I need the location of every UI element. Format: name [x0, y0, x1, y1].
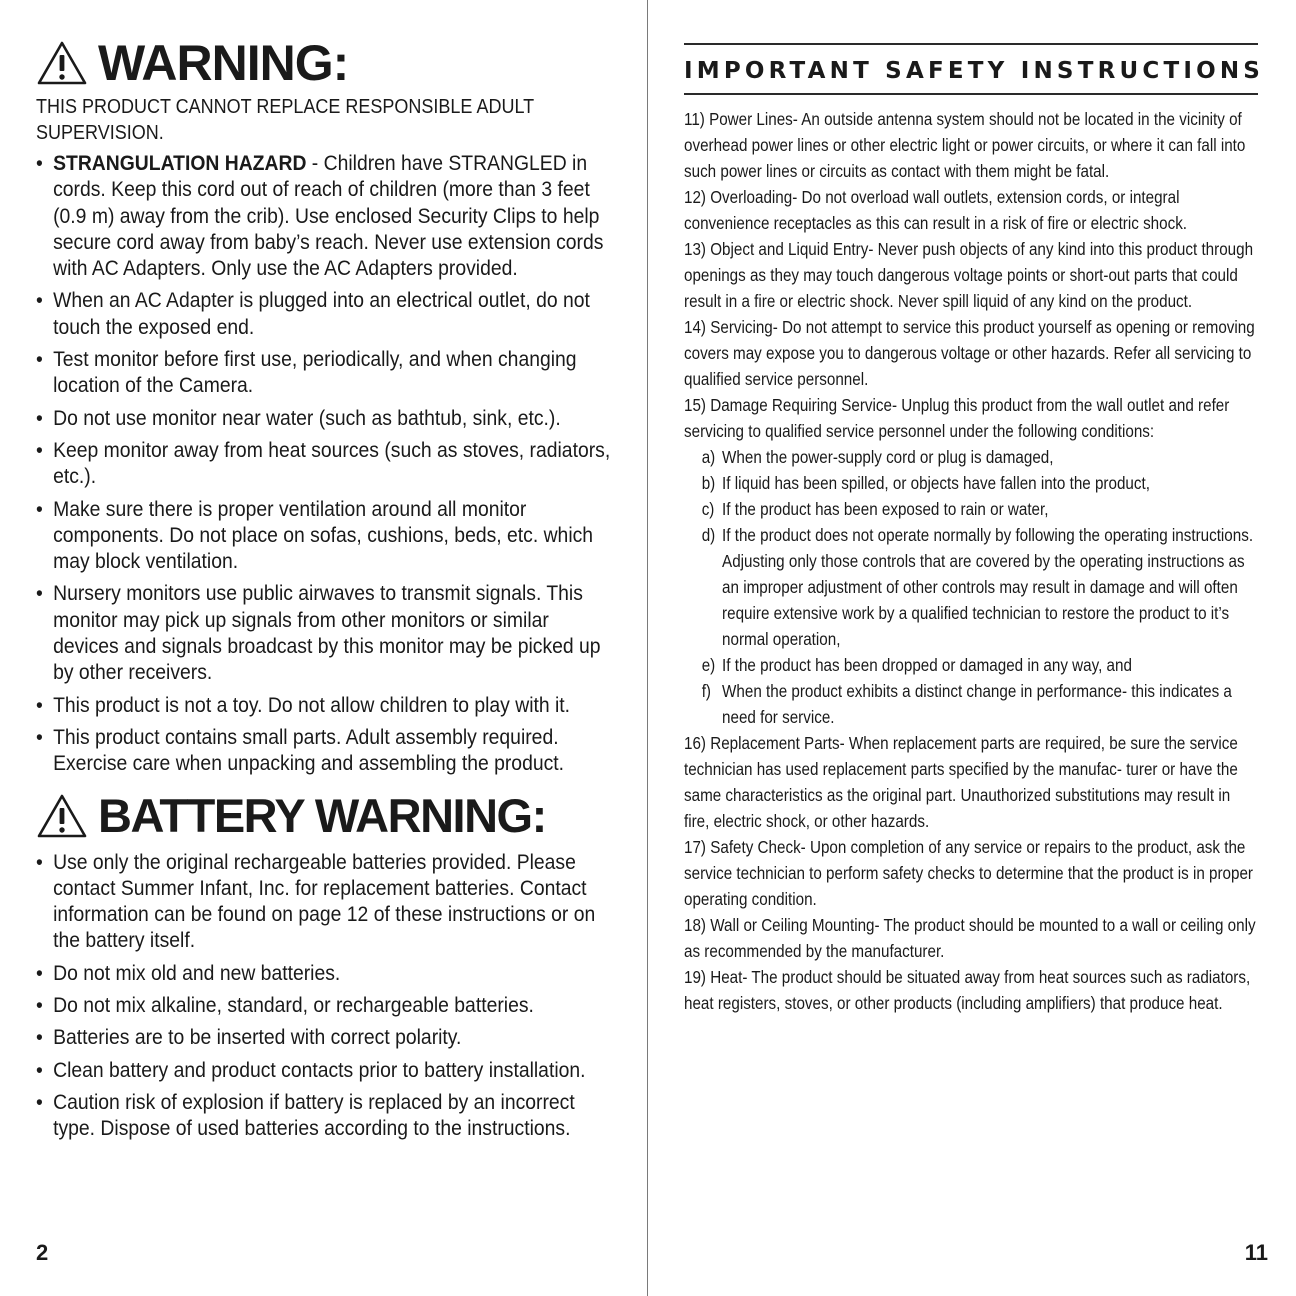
condition-text: If liquid has been spilled, or objects have fallen into the product,: [722, 473, 1150, 493]
instruction-item: 15) Damage Requiring Service- Unplug this product from the wall outlet and refer servicing to qualified service personnel under the following conditions:: [684, 395, 1230, 441]
condition-letter: d): [701, 525, 716, 545]
condition-item: [684, 496, 1256, 522]
list-item: [36, 346, 612, 399]
list-item-text: Make sure there is proper ventilation around all monitor components. Do not place on sofas, cushions, beds, etc. which may block ventilation.: [53, 496, 594, 574]
list-item: [36, 437, 612, 490]
list-item: [36, 496, 612, 575]
list-item: • Do not mix alkaline, standard, or rechargeable batteries.: [36, 992, 612, 1018]
condition-text: If the product has been exposed to rain or water,: [722, 499, 1049, 519]
condition-item: [684, 652, 1256, 678]
condition-item: [684, 470, 1256, 496]
condition-item: [684, 522, 1256, 652]
condition-letter: f): [701, 681, 711, 701]
title-rule-top: [684, 43, 1258, 45]
title-rule-bottom: [684, 93, 1258, 95]
list-item-text: Test monitor before first use, periodically, and when changing location of the Camera.: [53, 347, 577, 398]
list-item: [36, 692, 612, 718]
supervision-notice: THIS PRODUCT CANNOT REPLACE RESPONSIBLE ADULT SUPERVISION.: [36, 96, 534, 144]
condition-letter: e): [701, 655, 716, 675]
list-item: • Clean battery and product contacts prior to battery installation.: [36, 1057, 612, 1083]
warning-list: [36, 150, 612, 777]
list-item-text: - Children have STRANGLED in cords. Keep this cord out of reach of children (more than 3 feet (0.9 m) away from the crib). Use enclosed Security Clips to help secure cord away from baby’s reach. Never use extension cords with AC Adapters. Only use the AC Adapters provided.: [53, 151, 604, 281]
condition-letter: c): [701, 499, 715, 519]
list-item-text: This product contains small parts. Adult assembly required. Exercise care when unpacking and assembling the product.: [53, 724, 565, 776]
list-item: [36, 580, 612, 685]
list-item: [36, 405, 612, 431]
instruction-item: 19) Heat- The product should be situated away from heat sources such as radiators, heat registers, stoves, or other products (including amplifiers) that produce heat.: [684, 967, 1251, 1013]
list-item-text: Nursery monitors use public airwaves to transmit signals. This monitor may pick up signals from other monitors or similar devices and signals broadcast by this monitor may be picked up by other receivers.: [53, 581, 601, 685]
instruction-item: 16) Replacement Parts- When replacement parts are required, be sure the service technician has used replacement parts specified by the manufac- turer or have the same characteristics as the original part. Unauthorized substitutions may result in fire, electric shock, or other hazards.: [684, 733, 1238, 831]
battery-warning-list: [36, 849, 612, 1142]
strangulation-hazard-label: STRANGULATION HAZARD: [53, 151, 307, 175]
instruction-item: 11) Power Lines- An outside antenna system should not be located in the vicinity of overhead power lines or other electric light or power circuits, or where it can fall into such power lines or circuits as contact with them might be fatal.: [684, 109, 1246, 181]
instruction-item: 18) Wall or Ceiling Mounting- The product should be mounted to a wall or ceiling only as recommended by the manufacturer.: [684, 915, 1256, 961]
battery-warning-heading: [36, 789, 626, 843]
warning-title: WARNING:: [98, 35, 349, 91]
instruction-item: 12) Overloading- Do not overload wall outlets, extension cords, or integral convenience receptacles as this can result in a risk of fire or electric shock.: [684, 187, 1188, 233]
instruction-item: 14) Servicing- Do not attempt to service this product yourself as opening or removing covers may expose you to dangerous voltage or other hazards. Refer all servicing to qualified service personnel.: [684, 317, 1255, 389]
list-item: • Batteries are to be inserted with correct polarity.: [36, 1024, 612, 1050]
condition-text: If the product does not operate normally by following the operating instructions. Adjusting only those controls that are covered by the operating instructions as an improper adjustment of other controls may result in damage and will often require extensive work by a qualified technician to restore the product to it’s normal operation,: [722, 525, 1254, 649]
list-item: [36, 287, 612, 340]
condition-letter: a): [701, 447, 716, 467]
list-item: [36, 724, 612, 777]
instruction-item: 13) Object and Liquid Entry- Never push objects of any kind into this product through openings as they may touch dangerous voltage points or short-out parts that could result in a fire or electric shock. Never spill liquid of any kind on the product.: [684, 239, 1254, 311]
list-item: • Do not mix old and new batteries.: [36, 960, 612, 986]
warning-heading: [36, 34, 626, 92]
list-item-text: When an AC Adapter is plugged into an electrical outlet, do not touch the exposed end.: [53, 288, 590, 339]
instruction-item: 17) Safety Check- Upon completion of any service or repairs to the product, ask the service technician to perform safety checks to determine that the product is in proper operating condition.: [684, 837, 1253, 909]
battery-warning-title: BATTERY WARNING:: [98, 788, 546, 842]
list-item-text: Keep monitor away from heat sources (such as stoves, radiators, etc.).: [53, 437, 611, 489]
safety-instructions-title: IMPORTANT SAFETY INSTRUCTIONS: [684, 58, 1265, 84]
condition-letter: b): [701, 473, 716, 493]
page-number: 11: [1244, 1240, 1268, 1265]
warning-triangle-icon: [36, 40, 88, 86]
condition-text: If the product has been dropped or damaged in any way, and: [722, 655, 1132, 675]
list-item: • Caution risk of explosion if battery is replaced by an incorrect type. Dispose of used batteries according to the instructions.: [36, 1089, 612, 1142]
warning-section: [36, 34, 626, 1148]
condition-text: When the power-supply cord or plug is damaged,: [722, 447, 1054, 467]
condition-item: [684, 444, 1256, 470]
list-item-text: Do not use monitor near water (such as bathtub, sink, etc.).: [53, 405, 561, 430]
page-number: 2: [36, 1240, 49, 1265]
list-item: [36, 150, 612, 281]
condition-text: When the product exhibits a distinct change in performance- this indicates a need for service.: [722, 681, 1232, 727]
list-item: • Use only the original rechargeable batteries provided. Please contact Summer Infant, Inc. for replacement batteries. Contact information can be found on page 12 of these instructions or on the battery itself.: [36, 849, 612, 954]
service-conditions-list: [684, 444, 1256, 730]
safety-instructions-body: [684, 106, 1256, 1016]
list-item-text: This product is not a toy. Do not allow children to play with it.: [53, 692, 571, 717]
condition-item: [684, 678, 1256, 730]
warning-triangle-icon: [36, 793, 88, 839]
